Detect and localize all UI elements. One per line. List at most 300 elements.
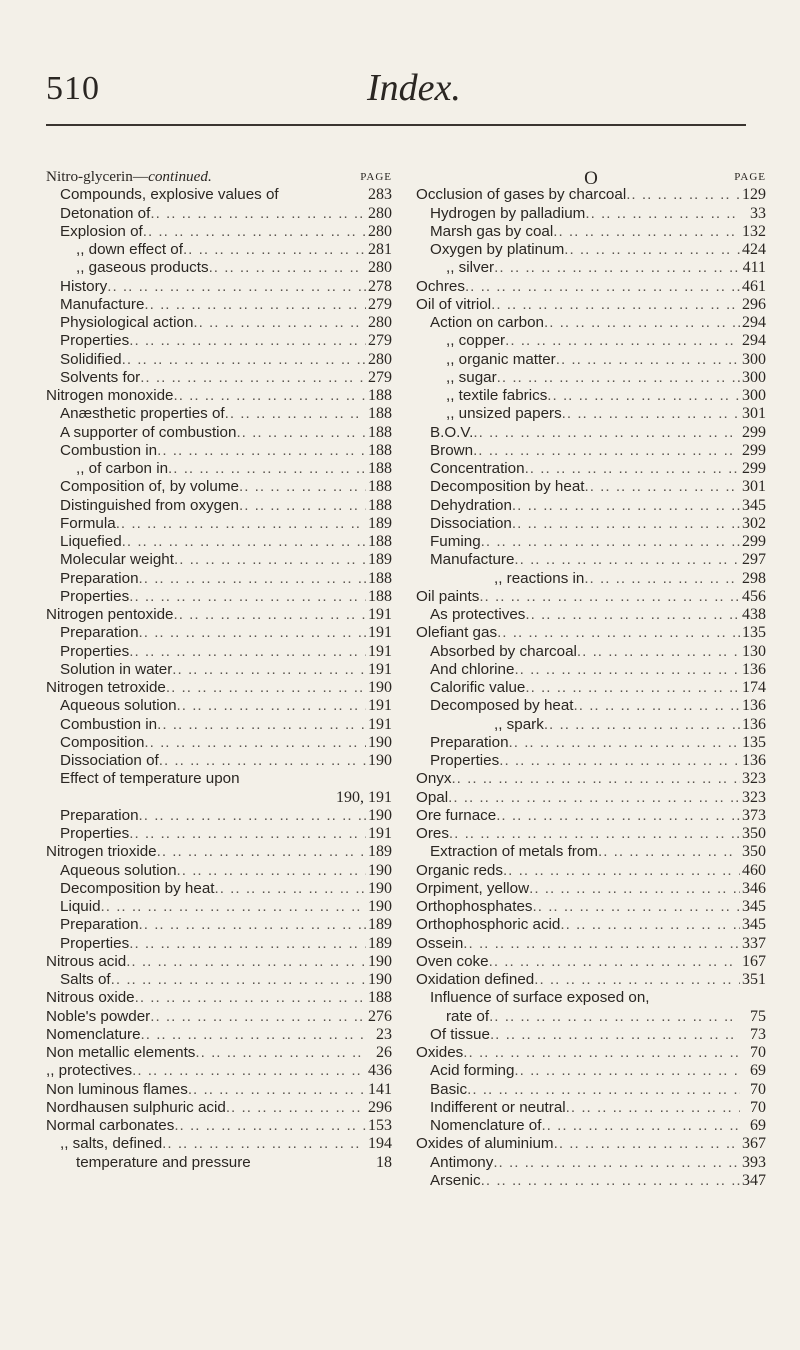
index-entry	[46, 296, 392, 314]
entry-term: Nitrous acid	[46, 952, 127, 970]
entry-page-ref: 350	[742, 825, 766, 842]
entry-term: Explosion of	[60, 222, 143, 240]
dot-leader	[490, 1026, 740, 1044]
entry-term: ,, textile fabrics	[446, 387, 548, 404]
section-heading	[416, 168, 766, 189]
entry-page-ref: 189	[368, 551, 392, 569]
index-entry	[416, 351, 766, 369]
dot-leader	[534, 971, 740, 989]
index-entry	[46, 424, 392, 442]
dot-leader	[577, 643, 740, 661]
dot-leader	[139, 807, 366, 825]
index-entry	[416, 898, 766, 916]
entry-page-ref: 279	[368, 332, 392, 350]
entry-page-ref: 188	[368, 533, 392, 550]
entry-term: Decomposition by heat	[60, 879, 215, 897]
dot-leader	[479, 588, 740, 606]
entry-term: Nitrogen monoxide	[46, 387, 174, 404]
dot-leader	[135, 989, 366, 1007]
index-entry	[46, 278, 392, 296]
index-entry	[46, 825, 392, 843]
entry-page-ref: 167	[742, 952, 766, 970]
continued-heading	[46, 168, 392, 186]
entry-page-ref: 323	[742, 788, 766, 806]
entry-term: Aqueous solution	[60, 697, 177, 715]
index-entry	[416, 533, 766, 551]
entry-term: Nomenclature of	[430, 1117, 542, 1134]
dot-leader	[451, 770, 740, 788]
entry-page-ref: 281	[368, 241, 392, 258]
index-entry	[46, 186, 392, 204]
index-entry	[46, 953, 392, 971]
dot-leader	[150, 1008, 366, 1026]
index-entry	[416, 405, 766, 423]
entry-page-ref: 188	[368, 423, 392, 441]
dot-leader	[481, 533, 740, 551]
entry-term: Liquid	[60, 898, 101, 915]
entry-page-ref: 190	[368, 971, 392, 988]
index-entry	[46, 752, 392, 770]
index-entry	[416, 679, 766, 697]
entry-term: Ossein	[416, 934, 464, 952]
dot-leader	[101, 898, 366, 916]
dot-leader	[574, 697, 740, 715]
entry-term: Arsenic	[430, 1171, 481, 1189]
entry-page-ref: 302	[742, 514, 766, 532]
entry-term: Properties	[60, 934, 130, 952]
entry-term: B.O.V.	[430, 423, 474, 441]
entry-term: ,, organic matter	[446, 350, 556, 368]
entry-page-ref: 191	[368, 715, 392, 733]
index-entry	[416, 697, 766, 715]
dot-leader	[598, 843, 740, 861]
dot-leader	[493, 1154, 740, 1172]
entry-page-ref: 191	[368, 642, 392, 660]
dot-leader	[541, 1117, 740, 1135]
dot-leader	[525, 460, 740, 478]
index-column-left	[46, 168, 392, 1172]
index-entry	[416, 1081, 766, 1099]
entry-page-ref: 297	[742, 551, 766, 569]
entry-page-ref: 191	[368, 624, 392, 642]
continued-label: continued.	[148, 168, 212, 185]
index-entry	[416, 588, 766, 606]
index-entry	[46, 223, 392, 241]
entry-page-ref: 460	[742, 861, 766, 879]
entry-term: Compounds, explosive values of	[60, 186, 279, 204]
dot-leader	[129, 643, 366, 661]
dot-leader	[141, 1026, 366, 1044]
dot-leader	[183, 241, 366, 259]
dot-leader	[584, 570, 740, 588]
index-entry	[416, 424, 766, 442]
index-entry	[416, 1117, 766, 1135]
dot-leader	[174, 551, 366, 569]
entry-page-ref: 280	[368, 222, 392, 240]
entry-term: Action on carbon	[430, 314, 544, 331]
dot-leader	[449, 825, 740, 843]
index-entry	[46, 205, 392, 223]
entry-page-ref: 191	[368, 825, 392, 842]
index-entry	[46, 460, 392, 478]
header-rule	[46, 124, 746, 126]
index-entry	[416, 935, 766, 953]
entry-page-ref: 135	[742, 624, 766, 642]
entry-page-ref: 296	[742, 295, 766, 313]
dot-leader	[585, 205, 740, 223]
dot-leader	[215, 880, 367, 898]
index-entry	[416, 624, 766, 642]
dot-leader	[566, 1099, 740, 1117]
entry-page-ref: 189	[368, 514, 392, 532]
entry-term: Occlusion of gases by charcoal	[416, 186, 627, 204]
entry-term: Non luminous flames	[46, 1080, 188, 1098]
dot-leader	[529, 880, 740, 898]
entry-term: Noble's powder	[46, 1007, 151, 1025]
index-entry	[46, 898, 392, 916]
entry-term: Oil paints	[416, 587, 480, 605]
entry-term: ,, gaseous products	[76, 259, 209, 277]
entry-term: Nordhausen sulphuric acid	[46, 1098, 226, 1116]
entry-term: Preparation	[430, 733, 509, 751]
index-entry	[46, 497, 392, 515]
entry-term: Aqueous solution	[60, 861, 177, 879]
index-entry	[416, 752, 766, 770]
entry-term: Onyx	[416, 770, 452, 788]
entry-page-ref: 299	[742, 441, 766, 459]
dot-leader	[139, 916, 366, 934]
entry-page-ref: 300	[742, 368, 766, 386]
entry-page-ref: 345	[742, 916, 766, 934]
entry-term: ,, unsized papers	[446, 405, 562, 423]
entry-term: Molecular weight	[60, 551, 174, 569]
index-entries-left	[46, 186, 392, 1172]
entry-term: Ochres	[416, 277, 465, 295]
dot-leader	[585, 478, 741, 496]
dot-leader	[236, 424, 366, 442]
entry-page-ref: 136	[742, 697, 766, 715]
dot-leader	[144, 296, 366, 314]
index-entry	[416, 551, 766, 569]
index-entry	[46, 405, 392, 423]
dot-leader	[512, 515, 740, 533]
index-entry	[416, 296, 766, 314]
entry-term: Solution in water	[60, 660, 173, 678]
entry-page-ref	[740, 989, 766, 1007]
entry-page-ref: 298	[742, 569, 766, 587]
entry-term: Of tissue	[430, 1025, 490, 1043]
dot-leader	[140, 369, 366, 387]
entry-page-ref: 136	[742, 752, 766, 769]
dot-leader	[143, 223, 366, 241]
index-entry	[416, 880, 766, 898]
entry-page-ref: 299	[742, 423, 766, 441]
dot-leader	[126, 953, 366, 971]
entry-term: ,, protectives	[46, 1062, 133, 1080]
entry-term: Nomenclature	[46, 1025, 141, 1043]
entry-page-ref: 191	[368, 697, 392, 715]
dot-leader	[188, 1081, 366, 1099]
dot-leader	[173, 387, 366, 405]
index-entry	[416, 661, 766, 679]
entry-page-ref: 190	[368, 806, 392, 824]
index-entry	[46, 916, 392, 934]
entry-term: Extraction of metals from	[430, 843, 598, 861]
index-entry	[46, 1135, 392, 1153]
index-entry	[416, 916, 766, 934]
entry-page-ref: 189	[368, 843, 392, 861]
dot-leader	[239, 497, 366, 515]
dot-leader	[122, 533, 366, 551]
entry-term: Organic reds	[416, 861, 503, 879]
dot-leader	[159, 752, 366, 770]
index-entry	[46, 551, 392, 569]
entry-page-ref: 23	[376, 1025, 392, 1043]
index-entry	[46, 478, 392, 496]
entry-term: Orpiment, yellow	[416, 879, 530, 897]
index-entry	[416, 515, 766, 533]
dot-leader	[512, 497, 740, 515]
index-entry	[416, 1044, 766, 1062]
entry-term: Concentration	[430, 460, 525, 477]
dot-leader	[157, 843, 366, 861]
dot-leader	[489, 953, 740, 971]
dot-leader	[209, 259, 366, 277]
entry-page-ref: 188	[368, 496, 392, 514]
index-entry	[46, 1026, 392, 1044]
index-entry	[416, 369, 766, 387]
entry-term: Composition of, by volume	[60, 478, 239, 496]
dot-leader	[157, 442, 366, 460]
entry-term: Anæsthetic properties of	[60, 405, 225, 423]
index-entry	[46, 1154, 392, 1172]
dot-leader	[193, 314, 366, 332]
index-entry	[46, 314, 392, 332]
entry-page-ref: 367	[742, 1135, 766, 1153]
entry-page-ref: 345	[742, 898, 766, 915]
index-entry	[46, 1062, 392, 1080]
index-entry	[46, 862, 392, 880]
entry-term: Properties	[430, 752, 500, 769]
dot-leader	[553, 223, 740, 241]
entry-page-ref: 75	[750, 1007, 766, 1025]
entry-term: Properties	[60, 642, 130, 660]
entry-page-ref: 393	[742, 1153, 766, 1171]
entry-page-ref: 280	[368, 259, 392, 277]
index-entry	[46, 1044, 392, 1062]
dot-leader	[174, 1117, 366, 1135]
entry-page-ref: 191	[368, 660, 392, 678]
entry-page-ref: 301	[742, 405, 766, 423]
entry-page-ref: 188	[368, 587, 392, 605]
dot-leader	[132, 1062, 366, 1080]
index-entry	[46, 241, 392, 259]
entry-page-ref: 189	[368, 916, 392, 934]
entry-page-ref: 350	[742, 843, 766, 861]
index-entry	[416, 1154, 766, 1172]
entry-term: Properties	[60, 825, 130, 842]
dot-leader	[226, 1099, 366, 1117]
entry-term: Liquefied	[60, 533, 122, 550]
entry-page-ref: 347	[742, 1171, 766, 1189]
entry-page-ref: 351	[742, 971, 766, 988]
dot-leader	[473, 424, 740, 442]
dot-leader	[448, 789, 740, 807]
entry-term: ,, salts, defined	[60, 1135, 163, 1153]
dot-leader	[554, 1135, 740, 1153]
entry-term: Salts of	[60, 971, 111, 988]
entry-page-ref: 280	[368, 314, 392, 331]
entry-term: ,, sugar	[446, 368, 497, 386]
dot-leader	[157, 716, 366, 734]
index-entry	[46, 679, 392, 697]
entry-term: Physiological action	[60, 314, 194, 331]
index-entry	[46, 1099, 392, 1117]
index-entry	[416, 497, 766, 515]
entry-term: Solvents for	[60, 368, 141, 386]
index-entry	[46, 533, 392, 551]
dot-leader	[225, 405, 366, 423]
index-entry	[46, 387, 392, 405]
dot-leader	[240, 770, 366, 788]
entry-page-ref: 296	[368, 1098, 392, 1116]
index-entry	[46, 880, 392, 898]
index-entry	[416, 278, 766, 296]
dot-leader	[497, 624, 740, 642]
entry-term: Preparation	[60, 569, 139, 587]
index-column-right	[416, 168, 766, 1190]
dot-leader	[139, 570, 366, 588]
dot-leader	[162, 1135, 366, 1153]
entry-term: Composition	[60, 733, 145, 751]
entry-page-ref: 136	[742, 715, 766, 733]
entry-page-ref: 135	[742, 733, 766, 751]
dot-leader	[116, 515, 366, 533]
entry-page-ref: 276	[368, 1007, 392, 1025]
entry-page-ref: 300	[742, 350, 766, 368]
entry-term: Formula	[60, 514, 116, 532]
index-entry	[46, 770, 392, 788]
entry-page-ref: 299	[742, 460, 766, 477]
index-entry	[46, 1081, 392, 1099]
entry-page-ref: 188	[368, 405, 392, 423]
index-entry	[46, 1117, 392, 1135]
index-entry	[416, 1008, 766, 1026]
entry-page-ref: 461	[742, 277, 766, 295]
entry-page-ref: 174	[742, 679, 766, 696]
entry-term: Normal carbonates	[46, 1117, 175, 1134]
entry-term: Oxidation defined	[416, 971, 535, 988]
index-entry	[416, 259, 766, 277]
entry-term: Dissociation of	[60, 752, 159, 769]
dot-leader	[463, 1044, 740, 1062]
dot-leader	[499, 752, 740, 770]
index-entry	[416, 716, 766, 734]
dot-leader	[564, 241, 740, 259]
index-entry	[46, 259, 392, 277]
entry-page-ref: 191	[368, 606, 392, 623]
entry-page-ref: 70	[750, 1044, 766, 1061]
dot-leader	[626, 186, 740, 204]
dot-leader	[122, 351, 366, 369]
index-entry	[46, 515, 392, 533]
entry-page-ref: 190	[368, 679, 392, 696]
index-entry	[46, 369, 392, 387]
entry-term: Oven coke	[416, 952, 489, 970]
entry-page-ref: 190	[368, 898, 392, 915]
dot-leader	[279, 186, 366, 204]
entry-term: Opal	[416, 788, 449, 806]
index-entry	[46, 734, 392, 752]
entry-page-ref: 300	[742, 387, 766, 404]
entry-page-ref: 18	[376, 1153, 392, 1171]
entry-page-ref: 70	[750, 1098, 766, 1116]
dot-leader	[251, 1154, 366, 1172]
index-entry	[416, 807, 766, 825]
dot-leader	[150, 205, 366, 223]
dot-leader	[514, 661, 740, 679]
dot-leader	[494, 259, 740, 277]
index-entry	[46, 588, 392, 606]
index-entry	[46, 351, 392, 369]
entry-term: Basic	[430, 1080, 468, 1098]
entry-page-ref: 130	[742, 642, 766, 660]
entry-term: Detonation of	[60, 204, 151, 222]
index-entry	[416, 460, 766, 478]
entry-term: History	[60, 277, 108, 295]
index-entry	[46, 606, 392, 624]
index-entry	[416, 989, 766, 1007]
entry-term: A supporter of combustion	[60, 423, 237, 441]
entry-term: Dissociation	[430, 514, 512, 532]
entry-term: Nitrogen tetroxide	[46, 679, 166, 696]
dot-leader	[144, 734, 366, 752]
dot-leader	[544, 716, 740, 734]
dot-leader	[473, 442, 740, 460]
entry-term: Combustion in	[60, 715, 158, 733]
entry-term: Combustion in	[60, 441, 158, 459]
entry-term: Distinguished from oxygen	[60, 496, 239, 514]
dot-leader	[544, 314, 740, 332]
entry-term: Decomposed by heat	[430, 697, 574, 715]
dot-leader	[562, 405, 740, 423]
running-title: Index.	[367, 67, 461, 109]
dot-leader	[463, 935, 740, 953]
index-entry	[46, 807, 392, 825]
dot-leader	[525, 606, 740, 624]
index-entry	[416, 770, 766, 788]
entry-page-ref: 129	[742, 186, 766, 204]
entry-page-ref: 301	[742, 478, 766, 496]
index-entry	[46, 789, 392, 807]
dot-leader	[465, 278, 740, 296]
entry-page-ref: 188	[368, 989, 392, 1007]
entry-page-ref: 373	[742, 806, 766, 824]
entry-page-ref: 69	[750, 1117, 766, 1134]
entry-page-ref: 279	[368, 295, 392, 313]
entry-term: Decomposition by heat	[430, 478, 585, 496]
dot-leader	[107, 278, 366, 296]
entry-page-ref: 188	[368, 569, 392, 587]
dot-leader	[481, 1172, 740, 1190]
index-entry	[416, 953, 766, 971]
entry-page-ref: 424	[742, 241, 766, 258]
dot-leader	[172, 661, 366, 679]
entry-page-ref: 190	[368, 879, 392, 897]
dot-leader	[497, 369, 740, 387]
entry-term: Nitrous oxide	[46, 989, 135, 1007]
dot-leader	[547, 387, 740, 405]
